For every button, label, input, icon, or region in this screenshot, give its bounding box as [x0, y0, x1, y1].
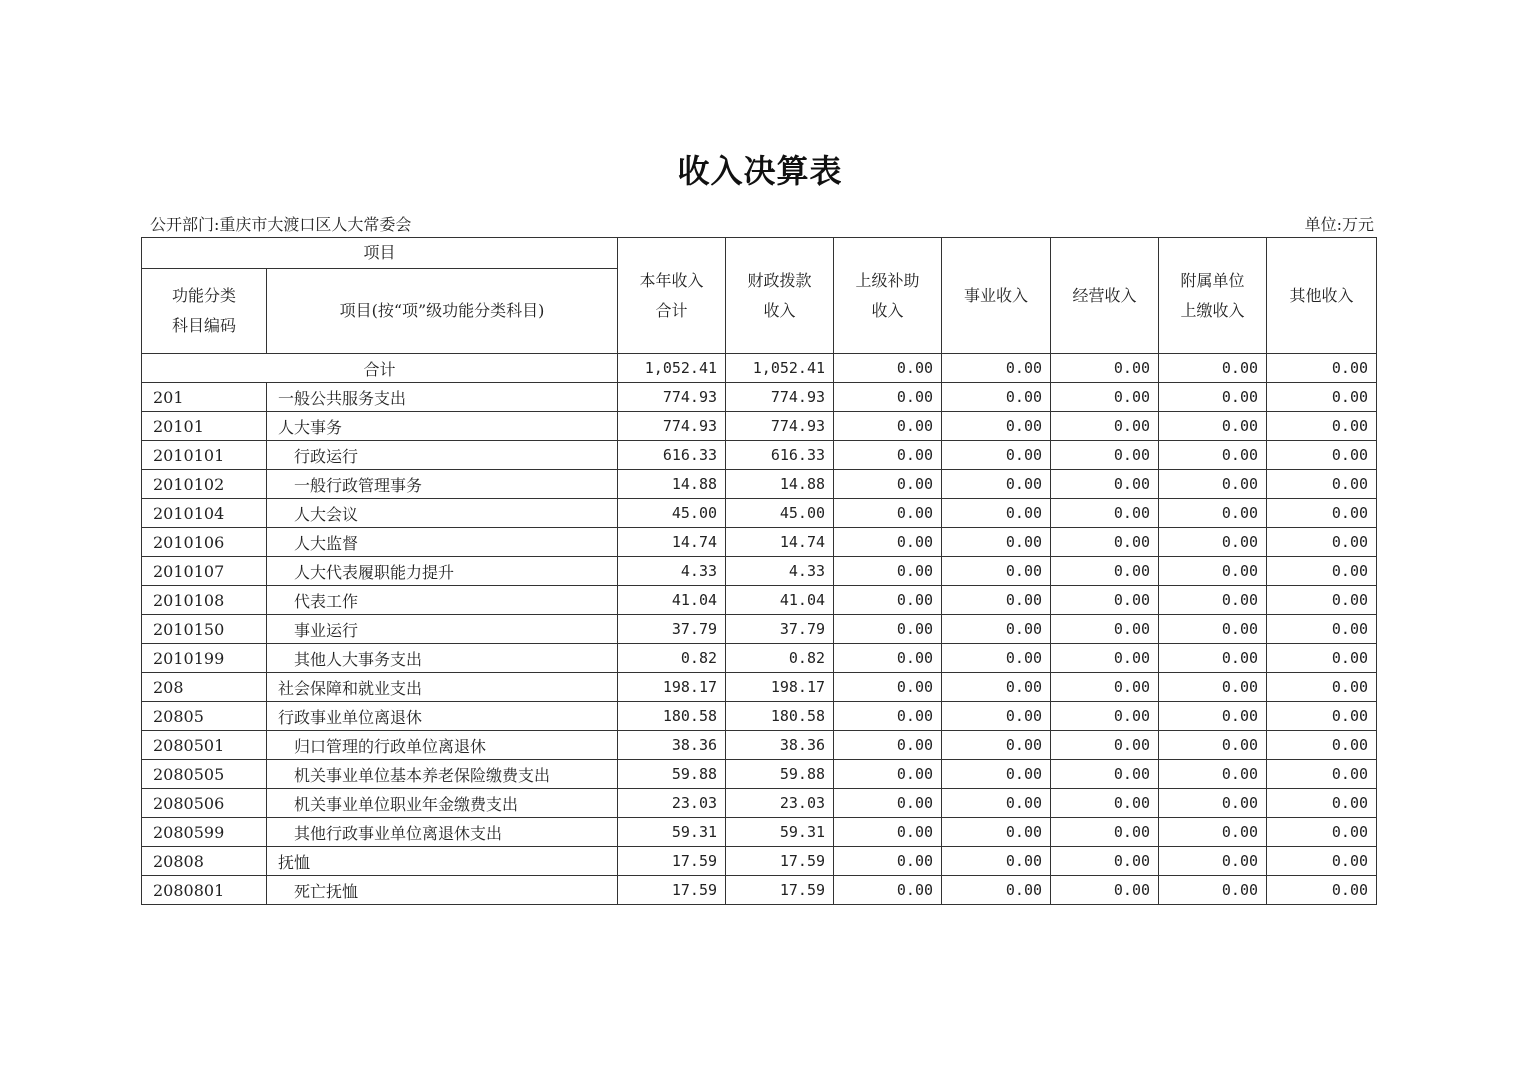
header-operating: 经营收入	[1051, 238, 1159, 354]
row-code: 2010104	[142, 499, 267, 528]
row-value: 59.31	[726, 818, 834, 847]
row-value: 0.00	[1051, 557, 1159, 586]
row-value: 17.59	[726, 876, 834, 905]
row-value: 59.88	[726, 760, 834, 789]
row-name: 其他行政事业单位离退休支出	[267, 818, 618, 847]
row-value: 0.00	[1051, 876, 1159, 905]
row-value: 14.74	[726, 528, 834, 557]
total-value: 1,052.41	[618, 354, 726, 383]
row-value: 0.00	[1051, 702, 1159, 731]
row-value: 774.93	[618, 412, 726, 441]
row-value: 0.00	[1267, 499, 1377, 528]
row-value: 774.93	[726, 383, 834, 412]
row-code: 2010150	[142, 615, 267, 644]
row-value: 0.00	[1267, 818, 1377, 847]
row-value: 180.58	[618, 702, 726, 731]
row-value: 0.00	[942, 731, 1051, 760]
row-value: 0.00	[942, 760, 1051, 789]
row-value: 0.00	[834, 412, 942, 441]
row-value: 0.00	[1267, 760, 1377, 789]
table-row	[142, 673, 1377, 702]
table-row	[142, 383, 1377, 412]
row-value: 0.00	[834, 615, 942, 644]
row-code: 201	[142, 383, 267, 412]
row-value: 198.17	[618, 673, 726, 702]
row-value: 4.33	[726, 557, 834, 586]
row-name: 其他人大事务支出	[267, 644, 618, 673]
header-business: 事业收入	[942, 238, 1051, 354]
row-value: 0.00	[1159, 876, 1267, 905]
total-value: 0.00	[942, 354, 1051, 383]
header-code: 功能分类 科目编码	[142, 269, 267, 354]
row-value: 0.00	[1159, 441, 1267, 470]
header-total: 本年收入 合计	[618, 238, 726, 354]
row-code: 20101	[142, 412, 267, 441]
income-table	[141, 237, 1377, 905]
table-row	[142, 876, 1377, 905]
row-name: 抚恤	[267, 847, 618, 876]
row-value: 0.00	[1267, 673, 1377, 702]
row-code: 2010199	[142, 644, 267, 673]
row-value: 0.00	[942, 644, 1051, 673]
row-code: 2010101	[142, 441, 267, 470]
table-row	[142, 818, 1377, 847]
row-value: 0.00	[1159, 818, 1267, 847]
row-code: 20808	[142, 847, 267, 876]
table-row	[142, 615, 1377, 644]
row-code: 2080506	[142, 789, 267, 818]
row-value: 37.79	[726, 615, 834, 644]
total-value: 0.00	[1051, 354, 1159, 383]
row-value: 45.00	[726, 499, 834, 528]
row-name: 社会保障和就业支出	[267, 673, 618, 702]
total-row	[142, 354, 1377, 383]
row-value: 0.00	[1159, 760, 1267, 789]
row-name: 事业运行	[267, 615, 618, 644]
row-value: 0.00	[1051, 644, 1159, 673]
table-row	[142, 499, 1377, 528]
row-value: 0.00	[1159, 412, 1267, 441]
row-value: 0.00	[834, 470, 942, 499]
row-value: 0.00	[942, 789, 1051, 818]
table-row	[142, 528, 1377, 557]
row-value: 0.00	[1267, 615, 1377, 644]
row-name: 代表工作	[267, 586, 618, 615]
row-value: 0.00	[1051, 673, 1159, 702]
row-value: 38.36	[618, 731, 726, 760]
row-value: 0.00	[834, 673, 942, 702]
table-row	[142, 702, 1377, 731]
row-value: 45.00	[618, 499, 726, 528]
row-name: 人大事务	[267, 412, 618, 441]
row-name: 机关事业单位基本养老保险缴费支出	[267, 760, 618, 789]
row-value: 0.00	[834, 441, 942, 470]
row-value: 17.59	[726, 847, 834, 876]
row-name: 机关事业单位职业年金缴费支出	[267, 789, 618, 818]
row-value: 0.00	[1267, 412, 1377, 441]
row-value: 0.00	[834, 528, 942, 557]
row-value: 0.00	[1051, 412, 1159, 441]
header-project: 项目	[142, 238, 618, 269]
row-value: 38.36	[726, 731, 834, 760]
row-value: 14.74	[618, 528, 726, 557]
row-value: 23.03	[726, 789, 834, 818]
row-value: 0.00	[1159, 470, 1267, 499]
row-value: 0.00	[1051, 499, 1159, 528]
table-row	[142, 731, 1377, 760]
row-value: 0.00	[1159, 731, 1267, 760]
row-value: 17.59	[618, 876, 726, 905]
row-value: 0.00	[834, 876, 942, 905]
table-row	[142, 441, 1377, 470]
row-value: 616.33	[726, 441, 834, 470]
row-value: 14.88	[618, 470, 726, 499]
row-value: 23.03	[618, 789, 726, 818]
total-value: 1,052.41	[726, 354, 834, 383]
row-value: 0.00	[1159, 499, 1267, 528]
row-value: 41.04	[726, 586, 834, 615]
row-code: 208	[142, 673, 267, 702]
table-row	[142, 760, 1377, 789]
row-value: 0.00	[942, 470, 1051, 499]
table-row	[142, 470, 1377, 499]
row-value: 180.58	[726, 702, 834, 731]
row-value: 0.00	[942, 847, 1051, 876]
total-value: 0.00	[1159, 354, 1267, 383]
row-value: 0.00	[834, 760, 942, 789]
row-value: 0.00	[1051, 760, 1159, 789]
row-name: 行政事业单位离退休	[267, 702, 618, 731]
row-value: 0.00	[1159, 528, 1267, 557]
row-value: 0.00	[1267, 731, 1377, 760]
row-value: 0.00	[1051, 615, 1159, 644]
row-value: 0.00	[942, 876, 1051, 905]
department-label: 公开部门:重庆市大渡口区人大常委会	[150, 215, 412, 234]
row-value: 0.00	[942, 557, 1051, 586]
total-value: 0.00	[834, 354, 942, 383]
unit-label: 单位:万元	[1304, 215, 1374, 234]
row-value: 0.00	[834, 731, 942, 760]
row-value: 17.59	[618, 847, 726, 876]
row-value: 0.00	[1159, 673, 1267, 702]
row-code: 2080505	[142, 760, 267, 789]
row-value: 0.00	[942, 818, 1051, 847]
row-value: 0.00	[1267, 876, 1377, 905]
header-other: 其他收入	[1267, 238, 1377, 354]
table-row	[142, 557, 1377, 586]
row-value: 0.00	[1051, 470, 1159, 499]
row-value: 0.00	[1267, 383, 1377, 412]
total-label: 合计	[142, 354, 618, 383]
row-value: 41.04	[618, 586, 726, 615]
row-value: 0.00	[1051, 383, 1159, 412]
row-value: 0.00	[942, 615, 1051, 644]
row-value: 0.00	[1267, 644, 1377, 673]
row-value: 0.00	[834, 818, 942, 847]
row-value: 0.00	[942, 702, 1051, 731]
row-value: 0.00	[834, 789, 942, 818]
row-value: 198.17	[726, 673, 834, 702]
row-name: 人大会议	[267, 499, 618, 528]
row-value: 774.93	[618, 383, 726, 412]
row-value: 0.00	[834, 702, 942, 731]
row-value: 0.00	[942, 441, 1051, 470]
row-value: 0.00	[1267, 470, 1377, 499]
row-value: 0.00	[1051, 847, 1159, 876]
row-code: 2080599	[142, 818, 267, 847]
row-name: 一般公共服务支出	[267, 383, 618, 412]
row-value: 0.00	[1159, 586, 1267, 615]
table-row	[142, 586, 1377, 615]
row-value: 0.00	[1051, 586, 1159, 615]
row-value: 0.00	[1051, 441, 1159, 470]
row-value: 616.33	[618, 441, 726, 470]
page-title: 收入决算表	[677, 152, 843, 190]
row-value: 0.00	[1267, 702, 1377, 731]
row-value: 37.79	[618, 615, 726, 644]
row-code: 2080501	[142, 731, 267, 760]
row-value: 0.00	[834, 586, 942, 615]
row-value: 0.00	[1267, 528, 1377, 557]
row-name: 人大代表履职能力提升	[267, 557, 618, 586]
row-name: 死亡抚恤	[267, 876, 618, 905]
row-value: 59.31	[618, 818, 726, 847]
row-value: 0.00	[1051, 789, 1159, 818]
row-value: 4.33	[618, 557, 726, 586]
row-value: 0.00	[942, 499, 1051, 528]
row-code: 2080801	[142, 876, 267, 905]
header-name: 项目(按“项”级功能分类科目)	[267, 269, 618, 354]
row-value: 0.00	[1267, 586, 1377, 615]
row-value: 0.00	[1159, 383, 1267, 412]
row-value: 0.00	[1159, 557, 1267, 586]
row-value: 0.00	[834, 383, 942, 412]
row-value: 0.00	[834, 499, 942, 528]
row-name: 行政运行	[267, 441, 618, 470]
row-value: 0.00	[1267, 441, 1377, 470]
row-value: 0.82	[726, 644, 834, 673]
row-value: 59.88	[618, 760, 726, 789]
table-row	[142, 789, 1377, 818]
row-value: 0.00	[942, 673, 1051, 702]
table-row	[142, 644, 1377, 673]
row-value: 0.00	[942, 383, 1051, 412]
total-value: 0.00	[1267, 354, 1377, 383]
header-fiscal: 财政拨款 收入	[726, 238, 834, 354]
row-value: 0.00	[1267, 557, 1377, 586]
row-value: 0.00	[1159, 615, 1267, 644]
row-name: 人大监督	[267, 528, 618, 557]
row-value: 0.00	[942, 412, 1051, 441]
row-code: 2010107	[142, 557, 267, 586]
table-row	[142, 847, 1377, 876]
row-code: 2010108	[142, 586, 267, 615]
header-affiliate: 附属单位 上缴收入	[1159, 238, 1267, 354]
row-value: 0.00	[942, 586, 1051, 615]
row-value: 0.00	[1051, 818, 1159, 847]
row-value: 0.00	[834, 557, 942, 586]
row-value: 0.00	[1267, 789, 1377, 818]
header-superior: 上级补助 收入	[834, 238, 942, 354]
row-value: 0.00	[834, 644, 942, 673]
row-value: 0.00	[834, 847, 942, 876]
row-code: 20805	[142, 702, 267, 731]
row-code: 2010102	[142, 470, 267, 499]
row-value: 0.00	[1159, 702, 1267, 731]
row-value: 0.00	[1051, 528, 1159, 557]
row-name: 一般行政管理事务	[267, 470, 618, 499]
row-value: 14.88	[726, 470, 834, 499]
row-value: 0.00	[1051, 731, 1159, 760]
row-value: 774.93	[726, 412, 834, 441]
table-row	[142, 412, 1377, 441]
row-value: 0.00	[1159, 789, 1267, 818]
row-value: 0.00	[1267, 847, 1377, 876]
row-value: 0.00	[1159, 847, 1267, 876]
row-name: 归口管理的行政单位离退休	[267, 731, 618, 760]
row-value: 0.00	[1159, 644, 1267, 673]
row-code: 2010106	[142, 528, 267, 557]
row-value: 0.00	[942, 528, 1051, 557]
row-value: 0.82	[618, 644, 726, 673]
